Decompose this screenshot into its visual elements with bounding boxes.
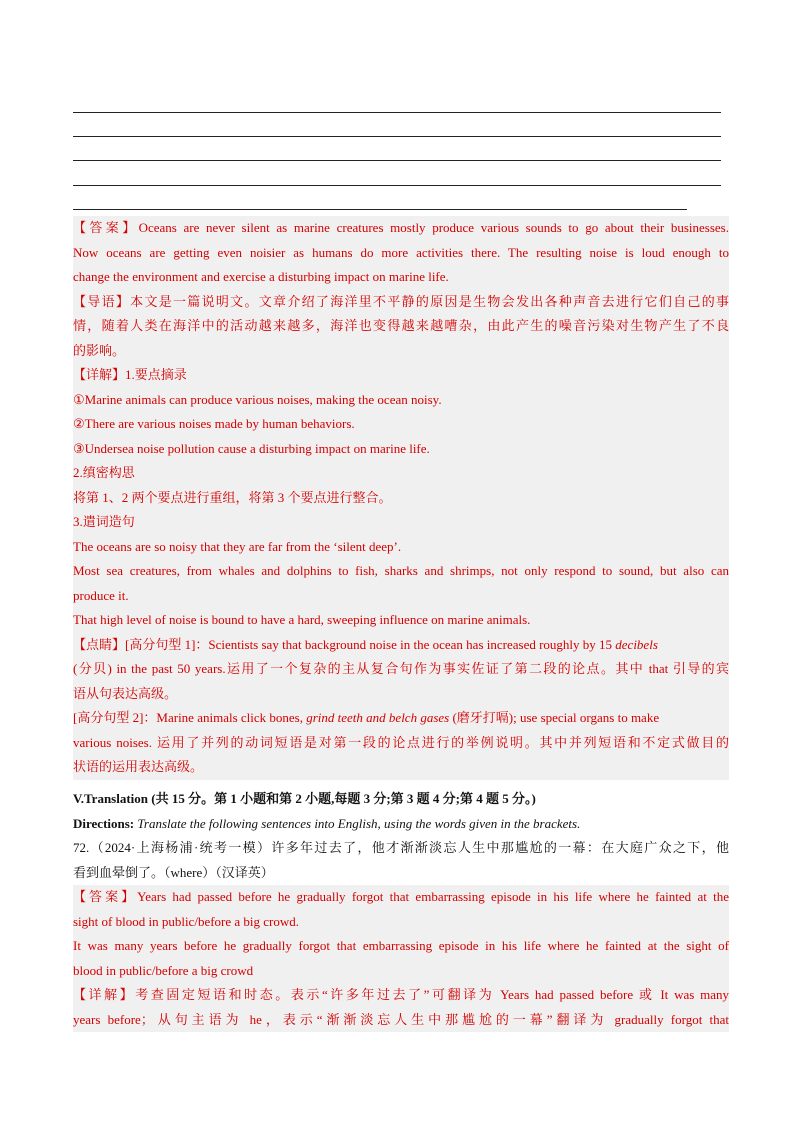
- answer-text-line: change the environment and exercise a disturbing impact on marine life.: [73, 269, 449, 284]
- comment-line: [73, 633, 729, 658]
- answer-line-3: [73, 160, 721, 161]
- directions: [73, 812, 729, 837]
- comment-text: (磨牙打嗝); use special organs to make: [449, 710, 660, 725]
- answer-explanation-block: [73, 216, 729, 780]
- directions-label: Directions:: [73, 815, 135, 831]
- answer-line-2: [73, 136, 721, 137]
- answer-text-line: Now oceans are getting even noisier as humans do more activities there. The resulting noise is loud enough to: [73, 244, 729, 260]
- comment-line: 语从句表达高级。: [73, 685, 178, 701]
- comment-text: [高分句型 2]：Marine animals click bones,: [73, 710, 307, 725]
- comment-italic: grind teeth and belch gases: [306, 710, 450, 725]
- step2-text: 将第 1、2 两个要点进行重组，将第 3 个要点进行整合。: [73, 489, 392, 505]
- key-point: ①Marine animals can produce various noises, making the ocean noisy.: [73, 391, 442, 407]
- answer2-line: 【答案】Years had passed before he gradually forgot that embarrassing episode in his life where he fainted at the: [73, 889, 729, 904]
- comment-italic: decibels: [615, 636, 658, 652]
- answer-block-2: [73, 885, 729, 1032]
- sample-sentence: That high level of noise is bound to have a hard, sweeping influence on marine animals.: [73, 612, 531, 627]
- detail-heading: 【详解】1.要点摘录: [73, 367, 187, 382]
- step2-title: 2.缜密构思: [73, 465, 135, 480]
- sample-sentence: The oceans are so noisy that they are far from the ‘silent deep’.: [73, 538, 402, 554]
- comment-line: [73, 706, 729, 731]
- directions-text: Translate the following sentences into English, using the words given in the brackets.: [137, 815, 581, 831]
- sample-sentence: Most sea creatures, from whales and dolphins to fish, sharks and shrimps, not only respond to sound, but also can: [73, 563, 729, 578]
- section-title: V.Translation (共 15 分。第 1 小题和第 2 小题,每题 3 分;第 3 题 4 分;第 4 题 5 分。): [73, 791, 536, 806]
- sample-sentence: produce it.: [73, 587, 129, 603]
- step3-title: 3.遣词造句: [73, 514, 135, 529]
- question-line: 72.（2024·上海杨浦·统考一模）许多年过去了，他才渐渐淡忘人生中那尴尬的一幕：在大庭广众之下，他: [73, 840, 729, 855]
- guide-text-line: 的影响。: [73, 342, 126, 358]
- answer-line-1: [73, 112, 721, 113]
- question-line: 看到血晕倒了。（where）（汉译英）: [73, 864, 274, 880]
- translation-section: [73, 787, 729, 1032]
- answer2-line: It was many years before he gradually forgot that embarrassing episode in his life where he fainted at the sight of: [73, 938, 729, 953]
- guide-text-line: 情，随着人类在海洋中的活动越来越多，海洋也变得越来越嘈杂，由此产生的噪音污染对生物产生了不良: [73, 318, 729, 333]
- key-point: ③Undersea noise pollution cause a disturbing impact on marine life.: [73, 440, 430, 456]
- comment-line: 状语的运用表达高级。: [73, 759, 204, 774]
- answer-line-5: [73, 209, 687, 210]
- key-point: ②There are various noises made by human behaviors.: [73, 416, 355, 431]
- answer-text-line: 【答案】Oceans are never silent as marine creatures mostly produce various sounds to go about their businesses.: [73, 220, 729, 235]
- comment-line: (分贝) in the past 50 years.运用了一个复杂的主从复合句作为事实佐证了第二段的论点。其中 that 引导的宾: [73, 661, 729, 676]
- comment-line: various noises. 运用了并列的动词短语是对第一段的论点进行的举例说明。其中并列短语和不定式做目的: [73, 734, 729, 750]
- comment-text: 【点睛】[高分句型 1]：Scientists say that background noise in the ocean has increased roughly by 15: [73, 636, 616, 652]
- answer2-line: sight of blood in public/before a big crowd.: [73, 913, 300, 929]
- guide-text-line: 【导语】本文是一篇说明文。文章介绍了海洋里不平静的原因是生物会发出各种声音去进行它们自己的事: [73, 293, 729, 309]
- detail2-line: years before；从句主语为 he，表示“渐渐淡忘人生中那尴尬的一幕”翻译为 gradually forgot that: [73, 1011, 729, 1027]
- answer2-line: blood in public/before a big crowd: [73, 962, 254, 978]
- detail2-line: 【详解】考查固定短语和时态。表示“许多年过去了”可翻译为 Years had passed before 或 It was many: [73, 987, 729, 1002]
- answer-line-4: [73, 185, 721, 186]
